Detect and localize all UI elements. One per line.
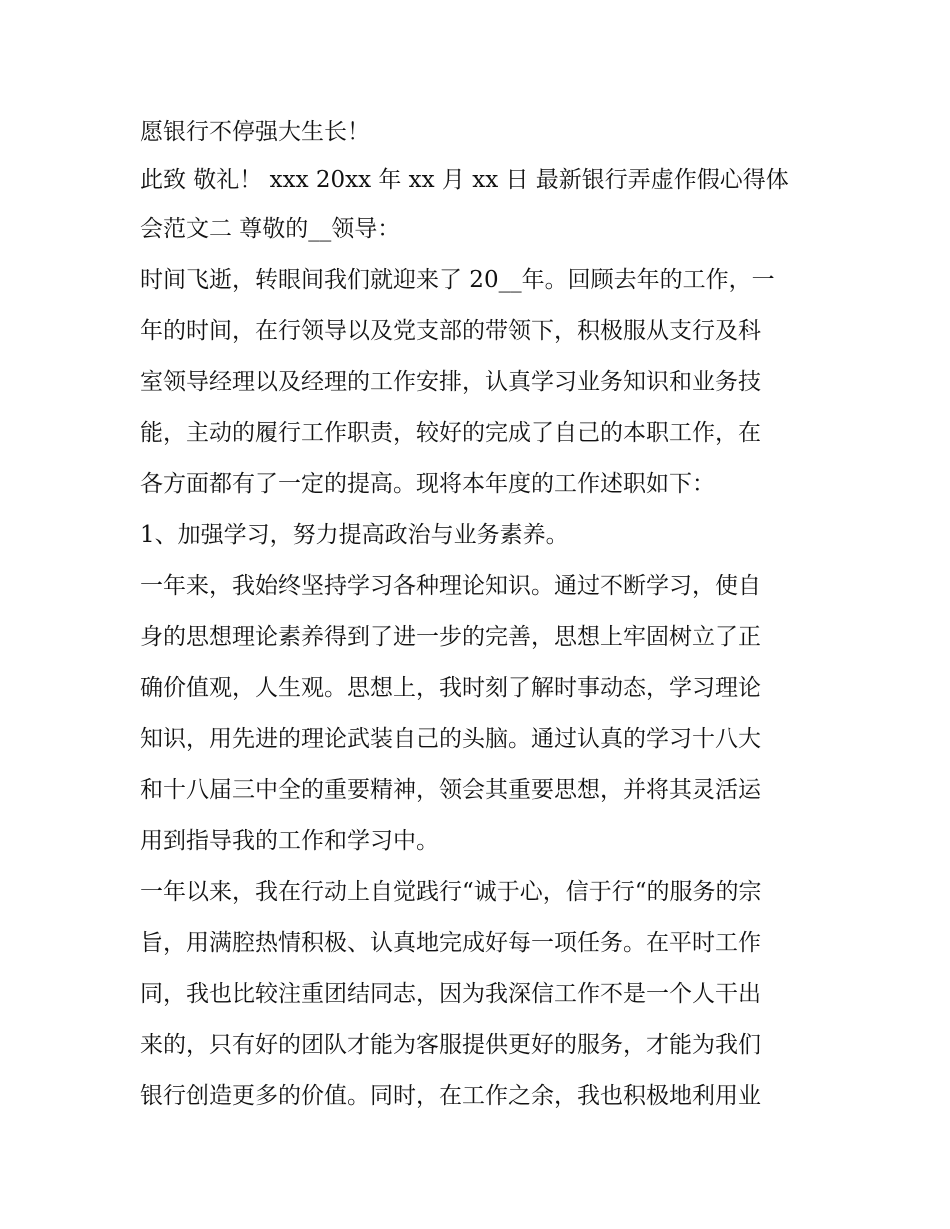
text-line: 来的，只有好的团队才能为客服提供更好的服务，才能为我们 [140, 1032, 761, 1058]
text-line: 此致 敬礼！ xxx 20xx 年 xx 月 xx 日 最新银行弄虚作假心得体 [140, 167, 789, 193]
text-line: 旨，用满腔热情积极、认真地完成好每一项任务。在平时工作 [140, 930, 761, 956]
text-line: 和十八届三中全的重要精神，领会其重要思想，并将其灵活运 [140, 777, 761, 803]
text-line: 银行创造更多的价值。同时，在工作之余，我也积极地利用业 [140, 1083, 761, 1109]
text-line: 身的思想理论素养得到了进一步的完善，思想上牢固树立了正 [140, 624, 761, 650]
text-line: 能，主动的履行工作职责，较好的完成了自己的本职工作，在 [140, 420, 761, 446]
text-line: 各方面都有了一定的提高。现将本年度的工作述职如下： [140, 471, 715, 497]
text-line: 用到指导我的工作和学习中。 [140, 828, 439, 854]
document-body [140, 108, 820, 1122]
text-line: 一年以来，我在行动上自觉践行“诚于心，信于行“的服务的宗 [140, 879, 762, 905]
text-line: 愿银行不停强大生长！ [140, 119, 370, 145]
text-line: 同，我也比较注重团结同志，因为我深信工作不是一个人干出 [140, 981, 761, 1007]
text-line: 知识，用先进的理论武装自己的头脑。通过认真的学习十八大 [140, 726, 761, 752]
text-line: 年的时间，在行领导以及党支部的带领下，积极服从支行及科 [140, 318, 761, 344]
text-line: 确价值观，人生观。思想上，我时刻了解时事动态，学习理论 [140, 675, 761, 701]
text-line: 会范文二 尊敬的__领导： [140, 216, 401, 242]
text-line: 一年来，我始终坚持学习各种理论知识。通过不断学习，使自 [140, 573, 761, 599]
text-line: 时间飞逝，转眼间我们就迎来了 20__年。回顾去年的工作，一 [140, 267, 775, 293]
text-line: 1、加强学习，努力提高政治与业务素养。 [140, 522, 569, 548]
text-line: 室领导经理以及经理的工作安排，认真学习业务知识和业务技 [140, 369, 761, 395]
